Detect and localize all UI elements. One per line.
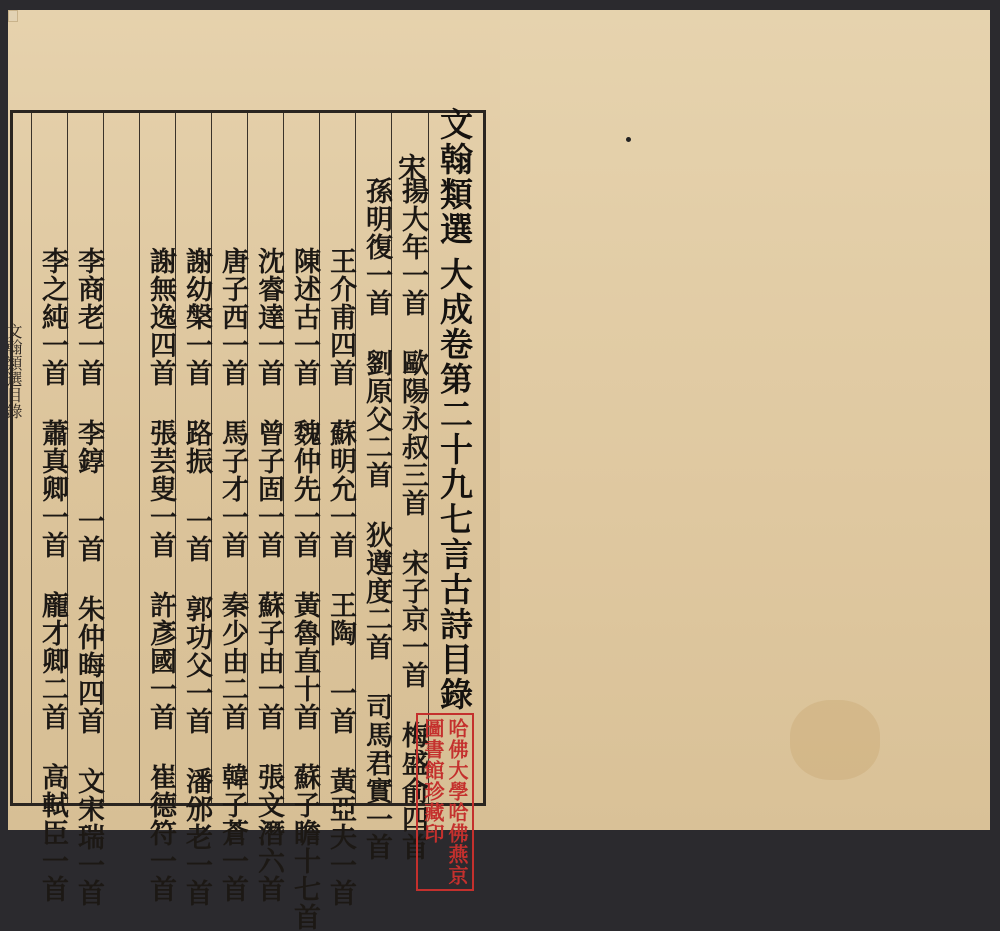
author-column-5: 沈睿達一首 曾子固一首 蘇子由一首 張文潛六首 bbox=[253, 247, 284, 903]
margin-label: 文翰類選目錄 bbox=[4, 323, 23, 419]
printed-frame bbox=[4, 107, 486, 931]
author-column-2: 孫明復一首 劉原父二首 狄遵度二首 司馬君實一首 bbox=[361, 177, 392, 861]
author-column-8: 謝無逸四首 張芸叟一首 許彥國一首 崔德符一首 bbox=[145, 247, 176, 903]
author-column-3: 王介甫四首 蘇明允一首 王陶 一首 黃亞夫一首 bbox=[325, 247, 356, 907]
book-title-column bbox=[433, 107, 475, 712]
author-column-4: 陳述古一首 魏仲先一首 黃魯直十首 蘇子瞻十七首 bbox=[289, 247, 320, 931]
author-column-9: 李商老一首 李錞 一首 朱仲晦四首 文宋瑞一首 bbox=[73, 247, 104, 907]
author-column-10: 李之純一首 蕭真卿一首 龐才卿二首 高軾臣一首 bbox=[37, 247, 68, 903]
ink-dot bbox=[626, 137, 631, 142]
library-seal bbox=[416, 713, 474, 891]
dynasty-label: 宋 bbox=[394, 153, 427, 181]
column-rule bbox=[31, 113, 32, 803]
left-page bbox=[4, 10, 501, 931]
paper-stain bbox=[790, 700, 880, 780]
seal-text-line-2: 圖書館珍藏印 bbox=[421, 718, 445, 844]
author-column-1: 揚大年一首 歐陽永叔三首 宋子京一首 梅盛俞四首 bbox=[397, 177, 428, 861]
seal-text-line-1: 哈佛大學哈佛燕京 bbox=[445, 718, 469, 886]
column-rule bbox=[139, 113, 140, 803]
volume-title: 大成卷第二十九七言古詩目錄 bbox=[435, 257, 474, 712]
book-title: 文翰類選 bbox=[435, 107, 474, 247]
page-edge bbox=[8, 10, 18, 22]
author-column-7: 謝幼槃一首 路振 一首 郭功父一首 潘邠老一首 bbox=[181, 247, 212, 907]
right-page bbox=[500, 10, 990, 830]
author-column-6: 唐子西一首 馬子才一首 秦少由二首 韓子蒼一首 bbox=[217, 247, 248, 903]
